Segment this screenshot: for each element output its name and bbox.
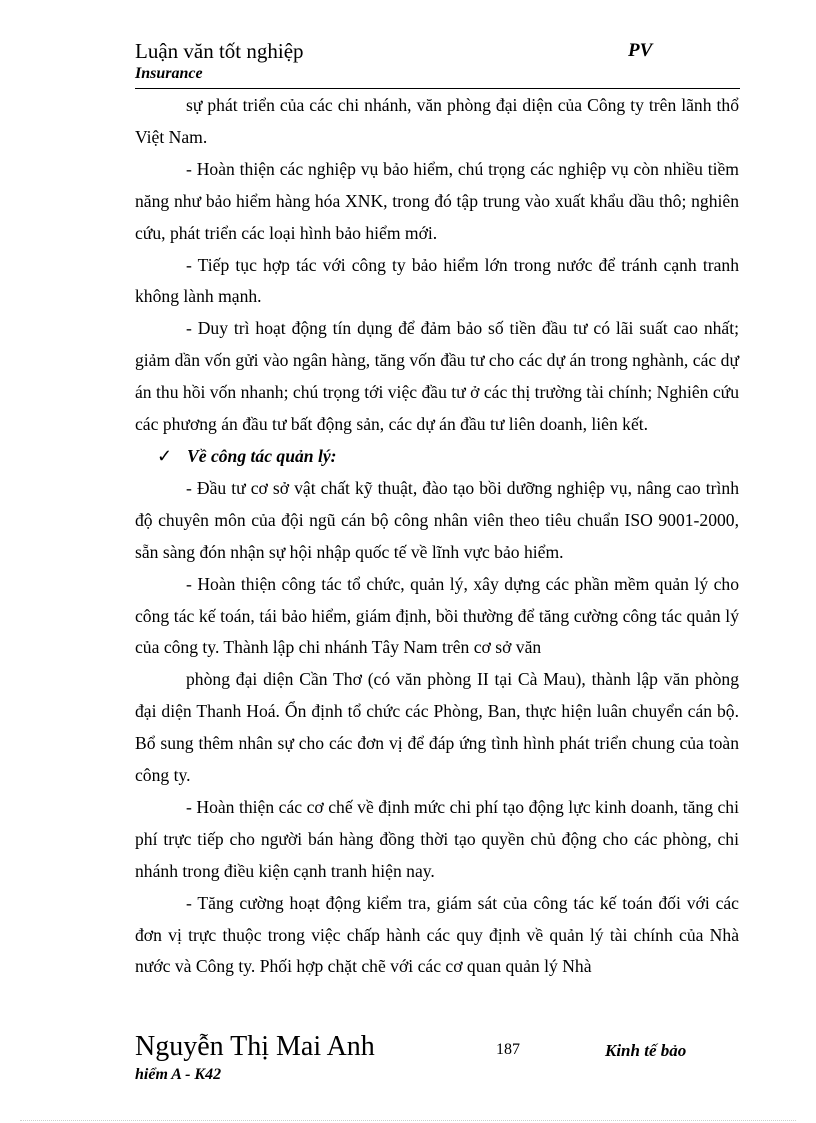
paragraph: - Tiếp tục hợp tác với công ty bảo hiểm lớn trong nước để tránh cạnh tranh không lành mạnh.	[135, 254, 739, 307]
header-divider	[135, 88, 740, 89]
paragraph: - Hoàn thiện công tác tổ chức, quản lý, xây dựng các phần mềm quản lý cho công tác kế toán, tái bảo hiểm, giám định, bồi thường để tăng cường công tác quản lý của công ty. Thành lập chi nhánh Tây Nam trên cơ sở văn	[135, 573, 739, 658]
footer-subtitle: hiểm A - K42	[135, 1066, 222, 1083]
footer-right-label: Kinh tế bảo	[605, 1041, 687, 1060]
paragraph: - Duy trì hoạt động tín dụng để đảm bảo số tiền đầu tư có lãi suất cao nhất; giảm dần vốn gửi vào ngân hàng, tăng vốn đầu tư cho các dự án trong nghành, các dự án thu hồi vốn nhanh; chú trọng tới việc đầu tư ở các thị trường tài chính; Nghiên cứu các phương án đầu tư bất động sản, các dự án đầu tư liên doanh, liên kết.	[135, 318, 739, 435]
checkmark-icon: ✓	[157, 445, 173, 466]
header-right-label: PV	[628, 40, 653, 61]
paragraph: - Hoàn thiện các nghiệp vụ bảo hiểm, chú trọng các nghiệp vụ còn nhiều tiềm năng như bảo hiểm hàng hóa XNK, trong đó tập trung vào xuất khẩu dầu thô; nghiên cứu, phát triển các loại hình bảo hiểm mới.	[135, 158, 739, 243]
page-bottom-divider	[20, 1120, 796, 1121]
paragraph: sự phát triển của các chi nhánh, văn phòng đại diện của Công ty trên lãnh thổ Việt Nam.	[135, 95, 739, 147]
body-text	[135, 90, 739, 983]
page-number: 187	[496, 1041, 520, 1058]
section-heading	[135, 441, 739, 473]
header-subtitle: Insurance	[135, 65, 203, 82]
footer-author: Nguyễn Thị Mai Anh	[135, 1031, 375, 1062]
paragraph: - Đầu tư cơ sở vật chất kỹ thuật, đào tạo bồi dưỡng nghiệp vụ, nâng cao trình độ chuyên môn của đội ngũ cán bộ công nhân viên theo tiêu chuẩn ISO 9001-2000, sẵn sàng đón nhận sự hội nhập quốc tế về lĩnh vực bảo hiểm.	[135, 477, 739, 562]
header-title: Luận văn tốt nghiệp	[135, 39, 304, 63]
paragraph: - Tăng cường hoạt động kiểm tra, giám sát của công tác kế toán đối với các đơn vị trực thuộc trong việc chấp hành các quy định về quản lý tài chính của Nhà nước và Công ty. Phối hợp chặt chẽ với các cơ quan quản lý Nhà	[135, 892, 739, 977]
section-heading-label: Về công tác quản lý:	[187, 445, 337, 466]
paragraph: - Hoàn thiện các cơ chế về định mức chi phí tạo động lực kinh doanh, tăng chi phí trực tiếp cho người bán hàng đồng thời tạo quyền chủ động cho các phòng, chi nhánh trong điều kiện cạnh tranh hiện nay.	[135, 796, 739, 881]
paragraph: phòng đại diện Cần Thơ (có văn phòng II tại Cà Mau), thành lập văn phòng đại diện Thanh Hoá. Ổn định tổ chức các Phòng, Ban, thực hiện luân chuyển cán bộ. Bổ sung thêm nhân sự cho các đơn vị để đáp ứng tình hình phát triển chung của toàn công ty.	[135, 669, 739, 786]
